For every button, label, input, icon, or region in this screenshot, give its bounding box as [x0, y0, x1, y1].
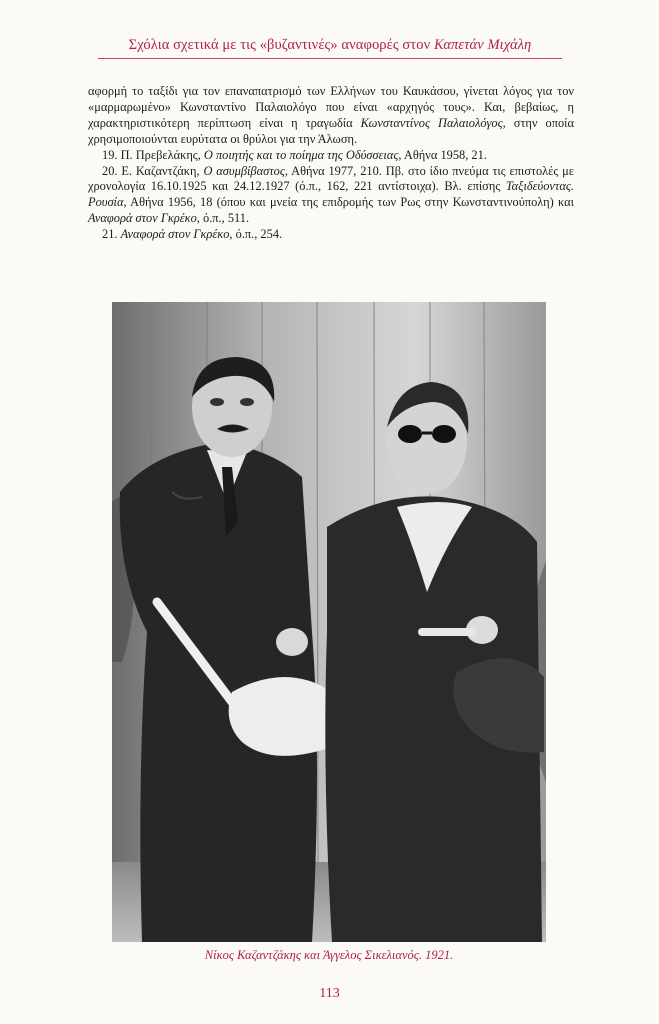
right-man-sunglasses: [398, 425, 422, 443]
running-head: [98, 37, 562, 54]
running-head-text: Σχόλια σχετικά με τις «βυζαντινές» αναφορές στον: [128, 37, 434, 53]
footnote-title: Αναφορά στον Γκρέκο: [120, 227, 230, 242]
footnote-title: Ταξιδεύοντας. Ρουσία: [88, 179, 574, 210]
footnote-text: , Αθήνα 1977, 210. Πβ. στο ίδιο πνεύμα τις επιστολές με χρονολογία 16.10.1925 και 24.12.1927 (ό.π., 162, 221 αντίστοιχα). Βλ. επίσης: [88, 163, 574, 194]
running-head-book-title: Καπετάν Μιχάλη: [433, 37, 532, 53]
footnote-title: Αναφορά στον Γκρέκο: [88, 211, 197, 226]
paragraph-continuation: [88, 84, 574, 148]
footnote-title: Ο ποιητής και το ποίημα της Οδύσσειας: [203, 147, 399, 162]
left-man-eye: [210, 398, 224, 406]
footnote-20: [88, 164, 574, 228]
footnote-21: [88, 227, 574, 243]
footnote-text: , Αθήνα 1956, 18 (όπου και μνεία της επιδρομής των Ρως στην Κωνσταντινούπολη) και: [123, 195, 574, 210]
photograph-illustration: [112, 302, 546, 942]
right-man-sunglasses: [432, 425, 456, 443]
left-man-eye: [240, 398, 254, 406]
footnote-text: , ό.π., 511.: [196, 211, 250, 226]
footnote-title: Ο ασυμβίβαστος: [203, 163, 285, 178]
footnote-19: [88, 148, 574, 164]
footnote-text: 21.: [102, 227, 121, 242]
text-block: [88, 84, 574, 243]
left-man-hand: [276, 628, 308, 656]
paragraph-text-end: , στην οποία χρησιμοποιούνται ευρύτατα οι θρύλοι για την Άλωση.: [88, 115, 575, 146]
paragraph-title: Κωνσταντίνος Παλαιολόγος: [360, 115, 503, 130]
footnote-text: , ό.π., 254.: [229, 227, 283, 242]
footnote-text: , Αθήνα 1958, 21.: [398, 147, 487, 162]
photograph: [112, 302, 546, 942]
footnote-text: 19. Π. Πρεβελάκης,: [102, 147, 204, 162]
paragraph-text: αφορμή το ταξίδι για τον επαναπατρισμό των Ελλήνων του Καυκάσου, γίνεται λόγος για τον «μαρμαρωμένο» Κωνσταντίνο Παλαιολόγο που είναι «αρχηγός τους». Και, βεβαίως, η χαρακτηριστικότερη περίπτωση είναι η τραγωδία: [88, 84, 574, 130]
footnote-text: 20. Ε. Καζαντζάκη,: [102, 163, 204, 178]
photo-caption: Νίκος Καζαντζάκης και Άγγελος Σικελιανός. 1921.: [204, 948, 454, 962]
page-number: 113: [319, 986, 340, 1001]
header-rule: [98, 58, 562, 59]
